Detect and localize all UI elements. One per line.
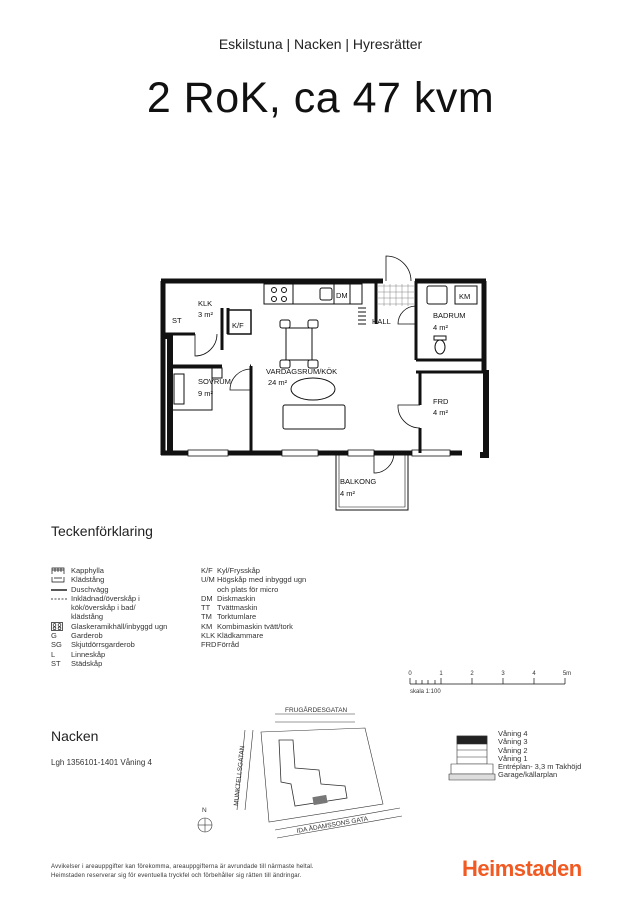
hob-ring-2 <box>282 288 287 293</box>
abbr-text: Diskmaskin <box>217 593 256 603</box>
abbr-item <box>201 575 351 584</box>
legend-text: Duschvägg <box>71 584 109 594</box>
abbr-key: TM <box>201 612 212 622</box>
street-label-1: FRUGÅRDESGATAN <box>285 707 348 714</box>
hall-tiles <box>378 284 414 306</box>
balkong-label: BALKONG <box>340 477 377 486</box>
abbr-item <box>201 612 351 621</box>
chair-1 <box>280 320 290 328</box>
sofa <box>283 405 345 429</box>
hall-label: HALL <box>372 317 391 326</box>
abbr-text: Förråd <box>217 640 240 650</box>
legend-text: Inklädnad/överskåp i <box>71 593 140 603</box>
site-map <box>195 700 425 840</box>
abbr-key: U/M <box>201 575 215 585</box>
abbr-key <box>201 585 217 594</box>
abbr-item <box>201 631 351 640</box>
scale-tick-label: 5m <box>562 671 572 677</box>
abbr-text: Kyl/Frysskåp <box>217 566 260 575</box>
legend-item <box>51 650 201 659</box>
disclaimer-line-2: Heimstaden reserverar sig för eventuella tryckfel och förbehåller sig rätten till ändringar. <box>51 873 302 879</box>
entrance-door <box>386 256 411 281</box>
hob-ring-4 <box>282 297 287 302</box>
balcony-door <box>374 453 394 473</box>
abbr-item <box>201 640 351 649</box>
inkladnad-icon <box>51 594 71 603</box>
sovrum-area: 9 m² <box>198 389 213 398</box>
level-item: Våning 1 <box>498 753 528 763</box>
vardagsrum-area: 24 m² <box>268 378 288 387</box>
scale-tick-label: 4 <box>532 671 536 677</box>
legend-item <box>51 659 201 668</box>
dm-label: DM <box>336 291 348 300</box>
level-item: Våning 4 <box>498 729 528 738</box>
abbr-text: Tvättmaskin <box>217 603 258 613</box>
klk-area: 3 m² <box>198 310 213 319</box>
window-1 <box>188 450 228 456</box>
legend-text: Garderob <box>71 631 103 641</box>
legend-text: Städskåp <box>71 658 103 668</box>
right-frd-wall <box>480 370 486 455</box>
legend-item <box>51 631 201 640</box>
abbr-key: KM <box>201 621 213 631</box>
legend-text: Kapphylla <box>71 566 104 575</box>
bed-pillow <box>174 374 184 404</box>
heimstaden-logo: Heimstaden <box>462 856 582 881</box>
scale-tick-label: 0 <box>408 671 412 677</box>
kitchen-sink <box>320 288 332 300</box>
kapphylla-icon <box>51 566 71 575</box>
dining-table <box>286 328 312 360</box>
chair-2 <box>308 320 318 328</box>
duschvagg-icon <box>51 585 71 594</box>
project-subtitle: Eskilstuna | Nacken | Hyresrätter <box>218 36 423 52</box>
legend-item <box>51 585 201 594</box>
abbr-item <box>201 566 351 575</box>
legend-text: Klädstång <box>71 575 105 585</box>
abbr-key: TT <box>201 603 211 613</box>
window-2 <box>282 450 318 456</box>
abbr-key: DM <box>201 593 213 603</box>
toilet <box>435 340 445 354</box>
abbr-text: Högskåp med inbyggd ugn <box>217 575 307 585</box>
abbr-text: och plats för micro <box>217 584 279 594</box>
legend-text: klädstång <box>71 612 104 622</box>
abbr-key: KLK <box>201 631 216 641</box>
disclaimer-line-1: Avvikelser i areauppgifter kan förekomma, areauppgifterna är avrundade till närmaste heltal. <box>51 864 314 870</box>
legend-item <box>51 575 201 584</box>
location-title: Nacken <box>51 728 99 744</box>
legend-item <box>51 640 201 649</box>
legend-abbr: G <box>51 631 57 641</box>
legend-text: Glaskeramikhäll/inbyggd ugn <box>71 621 168 631</box>
apartment-title: 2 RoK, ca 47 kvm <box>146 74 495 122</box>
window-4 <box>412 450 450 456</box>
klk-label: KLK <box>198 299 213 308</box>
bath-door <box>398 306 416 324</box>
legend-abbr: L <box>51 649 56 659</box>
floor-plan <box>150 250 500 520</box>
kladstang-icon <box>51 575 71 584</box>
level-item: Entréplan- 3,3 m Takhöjd <box>498 762 582 772</box>
abbr-item <box>201 603 351 612</box>
abbr-item <box>201 594 351 603</box>
disclaimer <box>51 863 314 881</box>
st-label: ST <box>172 316 182 325</box>
abbr-text: Torktumlare <box>217 612 257 622</box>
levels-list <box>498 730 581 780</box>
legend-left-column <box>51 566 201 668</box>
sovrum-label: SOVRUM <box>198 377 231 386</box>
hall-closet <box>358 308 366 324</box>
klk-door <box>195 334 217 356</box>
scale-tick-label: 1 <box>439 671 443 677</box>
north-label: N <box>202 807 207 814</box>
kf-label: K/F <box>232 321 244 330</box>
level-item: Våning 2 <box>498 745 528 755</box>
frd-area: 4 m² <box>433 408 448 417</box>
bath-sink <box>427 286 447 304</box>
scale-tick-label: 3 <box>501 671 505 677</box>
scale-label: skala 1:100 <box>410 689 441 695</box>
frd-door <box>398 405 420 428</box>
legend-abbr: ST <box>51 658 61 668</box>
vardagsrum-label: VARDAGSRUM/KÖK <box>266 367 338 376</box>
toilet-tank <box>434 336 446 340</box>
abbr-item <box>201 622 351 631</box>
abbr-key: FRD <box>201 640 217 650</box>
legend-text: Skjutdörrsgarderob <box>71 640 135 650</box>
level-item: Garage/källarplan <box>498 770 558 780</box>
km-label: KM <box>459 292 471 301</box>
legend-item <box>51 622 201 631</box>
abbr-text: Kombimaskin tvätt/tork <box>217 621 293 631</box>
hob-ring-3 <box>272 297 277 302</box>
frd-label: FRD <box>433 397 449 406</box>
glaskeramikhall-icon <box>51 622 71 631</box>
legend-item <box>51 594 201 603</box>
coffee-table <box>291 378 335 400</box>
street-label-2: MUNKTELLSGATAN <box>233 745 247 807</box>
building-block <box>279 740 347 806</box>
badrum-area: 4 m² <box>433 323 448 332</box>
road-frugardesgatan <box>275 714 355 722</box>
apartment-marker <box>312 795 327 805</box>
legend-item <box>51 566 201 575</box>
sovrum-door <box>230 369 251 390</box>
badrum-label: BADRUM <box>433 311 466 320</box>
scale-bar <box>400 666 580 696</box>
hob-ring-1 <box>272 288 277 293</box>
scale-tick-label: 2 <box>470 671 474 677</box>
window-3 <box>348 450 374 456</box>
legend-abbr: SG <box>51 640 62 650</box>
abbr-key: K/F <box>201 566 213 575</box>
abbr-text: Klädkammare <box>217 631 264 641</box>
apartment-number: Lgh 1356101-1401 Våning 4 <box>51 758 152 767</box>
building-section-icon <box>445 730 497 782</box>
legend-right-column <box>201 566 351 650</box>
street-label-3: IDA ÅDAMSSONS GATA <box>296 815 369 835</box>
legend-title: Teckenförklaring <box>51 523 153 539</box>
legend-text: Linneskåp <box>71 649 106 659</box>
legend-text: kök/överskåp i bad/ <box>71 603 136 613</box>
balkong-area: 4 m² <box>340 489 355 498</box>
level-item: Våning 3 <box>498 737 528 747</box>
legend-item <box>51 612 201 621</box>
abbr-item <box>201 585 351 594</box>
legend-item <box>51 603 201 612</box>
